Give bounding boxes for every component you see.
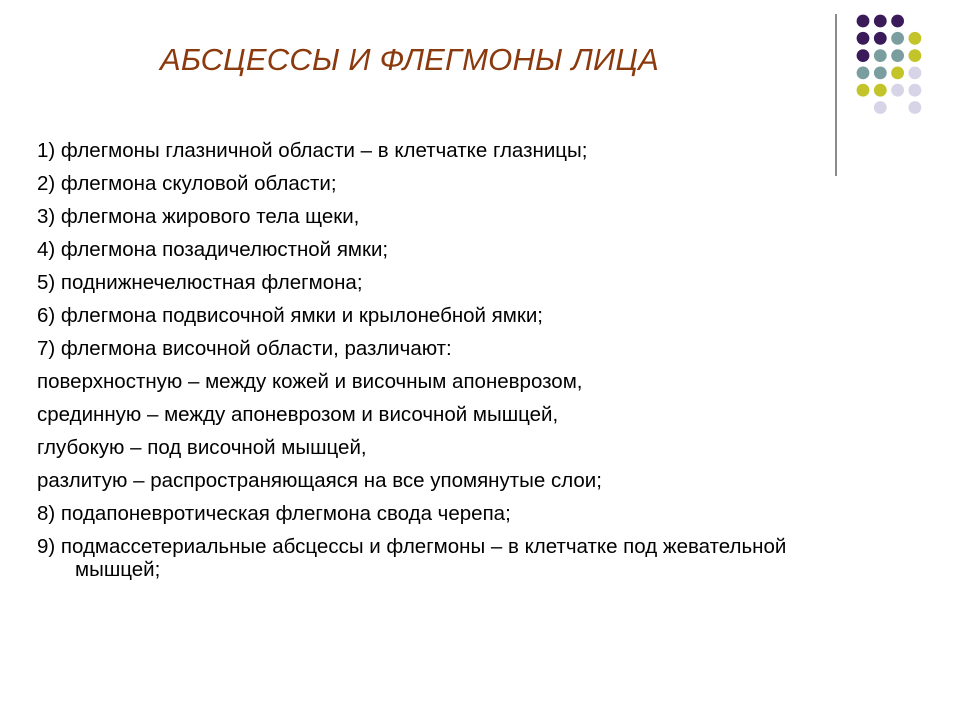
list-item: разлитую – распространяющаяся на все упомянутые слои; [37,469,602,492]
decorative-dot [857,49,870,62]
decorative-dot [857,15,870,28]
decorative-dot [857,32,870,45]
decorative-dot [891,84,904,97]
decorative-dot [891,67,904,80]
decorative-dot [874,49,887,62]
content-list [37,139,867,591]
slide-title: АБСЦЕССЫ И ФЛЕГМОНЫ ЛИЦА [160,42,659,77]
list-item: 9) подмассетериальные абсцессы и флегмоны – в клетчатке под жевательной мышцей; [37,535,787,581]
decorative-dot [857,84,870,97]
decorative-dot [891,49,904,62]
decorative-dot [874,32,887,45]
list-item: 1) флегмоны глазничной области – в клетчатке глазницы; [37,139,588,162]
decorative-dot [909,67,922,80]
decorative-dot [874,101,887,114]
decorative-dot [909,49,922,62]
decorative-dot [909,84,922,97]
decorative-dot [909,32,922,45]
decorative-dot [891,32,904,45]
decorative-dot [874,15,887,28]
list-item: 8) подапоневротическая флегмона свода черепа; [37,502,511,525]
list-item: 7) флегмона височной области, различают: [37,337,452,360]
list-item: 4) флегмона позадичелюстной ямки; [37,238,389,261]
list-item: 6) флегмона подвисочной ямки и крылонебной ямки; [37,304,543,327]
list-item: 2) флегмона скуловой области; [37,172,337,195]
decorative-dot [891,15,904,28]
list-item: срединную – между апоневрозом и височной мышцей, [37,403,559,426]
decorative-dot [909,101,922,114]
list-item: 3) флегмона жирового тела щеки, [37,205,360,228]
list-item: 5) поднижнечелюстная флегмона; [37,271,363,294]
decorative-dot [857,67,870,80]
decorative-dot [874,84,887,97]
list-item: глубокую – под височной мышцей, [37,436,367,459]
list-item: поверхностную – между кожей и височным апоневрозом, [37,370,583,393]
decorative-dot [874,67,887,80]
